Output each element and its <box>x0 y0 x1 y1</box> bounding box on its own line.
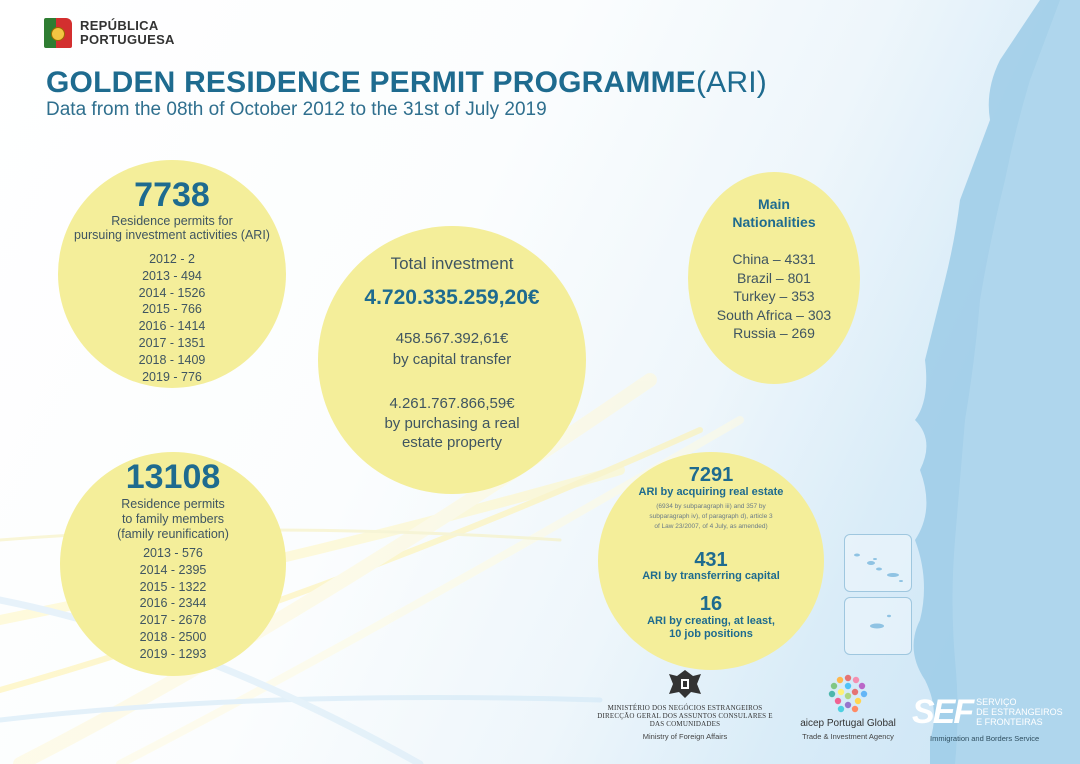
investment-permits-year-list <box>58 251 286 385</box>
republic-line1: REPÚBLICA <box>80 18 159 33</box>
ari-capital-label: ARI by transferring capital <box>642 570 780 582</box>
capital-transfer-label: by capital transfer <box>392 351 512 368</box>
year-item: 2017 - 2678 <box>139 613 207 628</box>
ari-types-circle <box>598 452 824 670</box>
year-item: 2018 - 2500 <box>139 629 207 644</box>
ministry-logo <box>590 668 780 741</box>
total-investment-amount: 4.720.335.259,20€ <box>364 286 540 309</box>
ari-capital-count: 431 <box>694 549 728 571</box>
year-item: 2013 - 494 <box>142 268 202 283</box>
republica-portuguesa-logo <box>44 16 175 50</box>
republica-portuguesa-text <box>80 19 175 47</box>
ministry-line3: DAS COMUNIDADES <box>649 720 721 728</box>
coat-of-arms-icon <box>665 668 705 700</box>
sef-line1: SERVIÇO <box>976 697 1017 707</box>
family-permits-label-2: to family members <box>121 512 225 526</box>
ministry-caption: Ministry of Foreign Affairs <box>642 732 728 741</box>
family-permits-total: 13108 <box>125 458 221 496</box>
real-estate-label-1: by purchasing a real <box>384 415 520 432</box>
aicep-name: aicep Portugal Global <box>800 718 896 729</box>
total-investment-circle <box>318 226 586 494</box>
nationalities-title-1: Main <box>758 196 790 212</box>
azores-islands-icon <box>845 535 911 591</box>
year-item: 2019 - 1293 <box>139 646 207 661</box>
investment-permits-label-1: Residence permits for <box>111 214 233 228</box>
year-item: 2019 - 776 <box>142 369 202 384</box>
sef-logo-mark: SEF <box>912 693 973 731</box>
capital-transfer-amount: 458.567.392,61€ <box>395 330 509 347</box>
family-permits-label-1: Residence permits <box>121 497 225 511</box>
nationalities-title-2: Nationalities <box>732 214 816 230</box>
ari-realestate-count: 7291 <box>688 464 734 486</box>
aicep-logo <box>786 668 910 741</box>
title-suffix: (ARI) <box>695 66 767 99</box>
ari-realestate-note <box>598 502 824 532</box>
note-line: subparagraph iv), of paragraph d), article 3 <box>649 513 773 520</box>
sef-line3: E FRONTEIRAS <box>976 717 1043 727</box>
year-item: 2016 - 1414 <box>138 319 206 334</box>
aicep-dots-icon <box>825 672 871 716</box>
year-item: 2012 - 2 <box>149 252 195 266</box>
family-permits-label-3: (family reunification) <box>117 527 229 541</box>
ari-realestate-label: ARI by acquiring real estate <box>638 486 784 498</box>
jobs-label-line: 10 job positions <box>669 628 753 640</box>
title-main: GOLDEN RESIDENCE PERMIT PROGRAMME <box>46 66 696 99</box>
year-item: 2013 - 576 <box>143 546 203 560</box>
investment-permits-label-2: pursuing investment activities (ARI) <box>74 228 270 242</box>
total-investment-label: Total investment <box>390 254 514 273</box>
page-title <box>46 66 767 100</box>
year-item: 2014 - 1526 <box>138 285 206 300</box>
sef-line2: DE ESTRANGEIROS <box>976 707 1063 717</box>
madeira-islands-icon <box>845 598 911 654</box>
year-item: 2018 - 1409 <box>138 352 206 367</box>
ari-jobs-count: 16 <box>699 593 723 615</box>
portugal-flag-icon <box>44 16 72 50</box>
nationality-item: China – 4331 <box>732 251 816 267</box>
note-line: (6934 by subparagraph iii) and 357 by <box>656 503 766 510</box>
real-estate-label-2: estate property <box>401 434 503 451</box>
ministry-line1: MINISTÉRIO DOS NEGÓCIOS ESTRANGEIROS <box>607 704 763 712</box>
nationality-item: Turkey – 353 <box>733 288 815 304</box>
nationality-item: South Africa – 303 <box>716 306 832 323</box>
jobs-label-line: ARI by creating, at least, <box>647 615 775 627</box>
year-item: 2015 - 1322 <box>139 579 207 594</box>
aicep-caption: Trade & Investment Agency <box>802 732 894 741</box>
ministry-line2: DIRECÇÃO GERAL DOS ASSUNTOS CONSULARES E <box>597 712 773 720</box>
year-item: 2015 - 766 <box>142 302 202 317</box>
year-item: 2014 - 2395 <box>139 562 207 577</box>
sef-name <box>976 697 1063 727</box>
sef-caption: Immigration and Borders Service <box>930 734 1040 743</box>
nationality-item: Brazil – 801 <box>737 269 811 286</box>
ari-jobs-label <box>598 615 824 641</box>
sef-logo <box>912 693 1072 743</box>
page-subtitle: Data from the 08th of October 2012 to the 31st of July 2019 <box>46 99 547 120</box>
investment-permits-circle <box>58 160 286 388</box>
note-line: of Law 23/2007, of 4 July, as amended) <box>654 523 768 530</box>
investment-permits-total: 7738 <box>134 176 210 214</box>
nationality-item: Russia – 269 <box>733 325 815 341</box>
year-item: 2017 - 1351 <box>138 335 206 350</box>
nationalities-circle <box>688 172 860 384</box>
family-permits-year-list <box>60 545 286 663</box>
real-estate-amount: 4.261.767.866,59€ <box>389 395 515 412</box>
madeira-map-inset <box>844 597 912 655</box>
year-item: 2016 - 2344 <box>139 596 207 611</box>
azores-map-inset <box>844 534 912 592</box>
republic-line2: PORTUGUESA <box>80 32 175 47</box>
family-permits-circle <box>60 452 286 676</box>
nationalities-list <box>688 250 860 343</box>
